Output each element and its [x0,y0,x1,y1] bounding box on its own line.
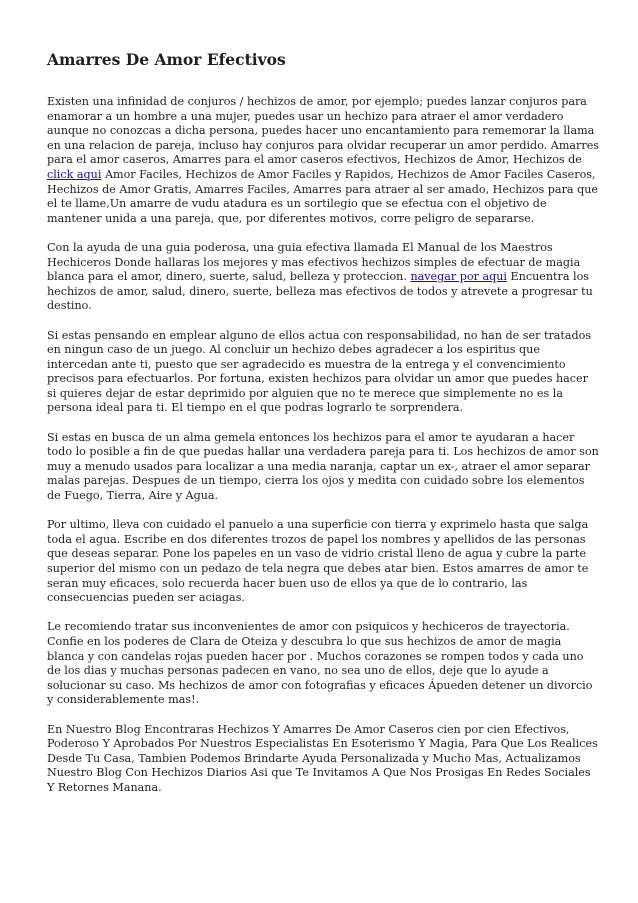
paragraph-7 [47,723,599,796]
paragraph-text: Le recomiendo tratar sus inconvenientes de amor con psiquicos y hechiceros de trayectoria. Confie en los poderes de Clara de Oteiza y descubra lo que sus hechizos de amor de magia blanca y con candelas rojas pueden hacer por . Muchos corazones se rompen todos y cada uno de los dias y muchas personas padecen en vano, no sea uno de ellos, deje que lo ayude a solucionar su caso. Ms hechizos de amor con fotografias y eficaces Ápueden detener un divorcio y considerablemente mas!. [47,620,593,707]
paragraph-4 [47,431,599,504]
paragraph-text: Amor Faciles, Hechizos de Amor Faciles y Rapidos, Hechizos de Amor Faciles Caseros, Hechizos de Amor Gratis, Amarres Faciles, Amarres para atraer al ser amado, Hechizos para que el te llame,Un amarre de vudu atadura es un sortilegio que se efectua con el objetivo de mantener unida a una pareja, que, por diferentes motivos, corre peligro de separarse. [47,167,598,225]
paragraph-text: Existen una infinidad de conjuros / hechizos de amor, por ejemplo; puedes lanzar conjuros para enamorar a un hombre a una mujer, puedes usar un hechizo para atraer el amor verdadero aunque no conozcas a dicha persona, puedes hacer uno encantamiento para rememorar la llama en una relacion de pareja, incluso hay conjuros para olvidar recuperar un amor perdido. Amarres para el amor caseros, Amarres para el amor caseros efectivos, Hechizos de Amor, Hechizos de [47,95,599,167]
navegar-por-aqui-link[interactable]: navegar por aqui [410,270,507,284]
paragraph-6 [47,620,599,708]
paragraph-text: Por ultimo, lleva con cuidado el panuelo a una superficie con tierra y exprimelo hasta que salga toda el agua. Escribe en dos diferentes trozos de papel los nombres y apellidos de las personas que deseas separar. Pone los papeles en un vaso de vidrio cristal lleno de agua y cubre la parte superior del mismo con un pedazo de tela negra que debes atar bien. Estos amarres de amor te seran muy eficaces, solo recuerda hacer buen uso de ellos ya que de lo contrario, las consecuencias pueden ser aciagas. [47,518,589,605]
paragraph-text: Si estas en busca de un alma gemela entonces los hechizos para el amor te ayudaran a hacer todo lo posible a fin de que puedas hallar una verdadera pareja para ti. Los hechizos de amor son muy a menudo usados para localizar a una media naranja, captar un ex-, atraer el amor separar malas parejas. Despues de un tiempo, cierra los ojos y medita con cuidado sobre los elementos de Fuego, Tierra, Aire y Agua. [47,430,599,503]
click-aqui-link[interactable]: click aqui [47,167,102,181]
paragraph-2 [47,241,599,314]
document-page [47,50,599,810]
document-title: Amarres De Amor Efectivos [47,50,286,69]
paragraph-text: Si estas pensando en emplear alguno de ellos actua con responsabilidad, no han de ser tratados en ningun caso de un juego. Al concluir un hechizo debes agradecer a los espiritus que intercedan ante ti, puesto que ser agradecido es muestra de la entrega y el convencimiento precisos para efectuarlos. Por fortuna, existen hechizos para olvidar un amor que puedes hacer si quieres dejar de estar deprimido por alguien que no te merece que simplemente no es la persona ideal para ti. El tiempo en el que podras lograrlo te sorprendera. [47,328,592,415]
paragraph-text: Con la ayuda de una guia poderosa, una guia efectiva llamada El Manual de los Maestros Hechiceros Donde hallaras los mejores y mas efectivos hechizos simples de efectuar de magia blanca para el amor, dinero, suerte, salud, belleza y proteccion. [47,240,581,284]
paragraph-text: En Nuestro Blog Encontraras Hechizos Y Amarres De Amor Caseros cien por cien Efectivos, Poderoso Y Aprobados Por Nuestros Especialistas En Esoterismo Y Magia, Para Que Los Realices Desde Tu Casa, Tambien Podemos Brindarte Ayuda Personalizada y Mucho Mas, Actualizamos Nuestro Blog Con Hechizos Diarios Asi que Te Invitamos A Que Nos Prosigas En Redes Sociales Y Retornes Manana. [47,722,598,794]
paragraph-5 [47,518,599,606]
paragraph-3 [47,329,599,417]
paragraph-text: Encuentra los hechizos de amor, salud, dinero, suerte, belleza mas efectivos de todos y atrevete a progresar tu destino. [47,270,593,313]
paragraph-1 [47,95,599,226]
